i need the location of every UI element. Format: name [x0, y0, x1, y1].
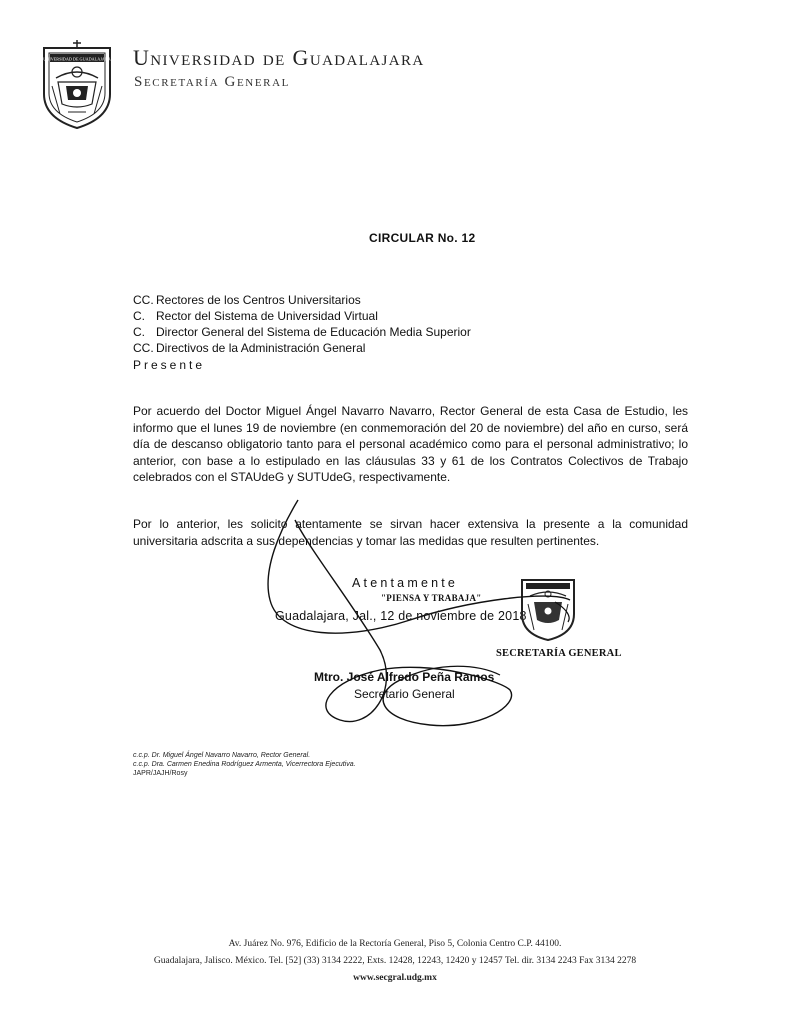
ccp-line: c.c.p. Dr. Miguel Ángel Navarro Navarro, Rector General.	[133, 752, 311, 759]
seal-label: SECRETARÍA GENERAL	[496, 648, 622, 659]
footer-contact: Guadalajara, Jalisco. México. Tel. [52] (33) 3134 2222, Exts. 12428, 12243, 12420 y 12457 Tel. dir. 3134 2243 Fax 3134 2278	[153, 956, 637, 966]
addressee-text: Rectores de los Centros Universitarios	[156, 293, 361, 307]
greeting: Presente	[133, 358, 206, 372]
body-paragraph-2: Por lo anterior, les solicito atentamente se sirvan hacer extensiva la presente a la comunidad universitaria adscrita a sus dependencias y tomar las medidas que resulten pertinentes.	[133, 517, 688, 548]
addressee-line	[133, 340, 365, 356]
circular-title: CIRCULAR No. 12	[369, 231, 476, 245]
department-name: Secretaría General	[134, 74, 290, 90]
addressee-line	[133, 308, 378, 324]
addressee-prefix: CC.	[133, 293, 154, 307]
footer-address: Av. Juárez No. 976, Edificio de la Rectoría General, Piso 5, Colonia Centro C.P. 44100.	[228, 939, 562, 949]
signer-title: Secretario General	[354, 687, 455, 701]
addressee-prefix: CC.	[133, 341, 154, 355]
ccp-line: c.c.p. Dra. Carmen Enedina Rodríguez Armenta, Vicerrectora Ejecutiva.	[133, 761, 356, 768]
body-paragraph-1: Por acuerdo del Doctor Miguel Ángel Navarro Navarro, Rector General de esta Casa de Estudio, les informo que el lunes 19 de noviembre (en conmemoración del 20 de noviembre) del año en curso, será día de descanso obligatorio tanto para el personal académico como para el personal administrativo; lo anterior, con base a lo estipulado en las cláusulas 33 y 61 de los Contratos Colectivos de Trabajo celebrados con el STAUdeG y SUTUdeG, respectivamente.	[133, 404, 688, 484]
closing-atentamente: Atentamente	[352, 576, 459, 590]
addressee-prefix: C.	[133, 325, 145, 339]
closing-motto: "PIENSA Y TRABAJA"	[381, 593, 482, 603]
addressee-text: Rector del Sistema de Universidad Virtual	[156, 309, 378, 323]
ccp-initials: JAPR/JAJH/Rosy	[133, 770, 188, 777]
university-crest-logo	[38, 38, 116, 130]
addressee-line	[133, 292, 361, 308]
official-seal-stamp	[518, 574, 578, 642]
addressee-prefix: C.	[133, 309, 145, 323]
addressee-text: Director General del Sistema de Educación Media Superior	[156, 325, 471, 339]
university-name: Universidad de Guadalajara	[133, 45, 425, 70]
svg-text:UNIVERSIDAD DE GUADALAJARA: UNIVERSIDAD DE GUADALAJARA	[43, 56, 111, 62]
signer-name: Mtro. José Alfredo Peña Ramos	[314, 670, 495, 684]
addressee-text: Directivos de la Administración General	[156, 341, 366, 355]
footer-website: www.secgral.udg.mx	[353, 973, 437, 983]
addressee-line	[133, 324, 471, 340]
place-date: Guadalajara, Jal., 12 de noviembre de 2018	[275, 609, 527, 623]
